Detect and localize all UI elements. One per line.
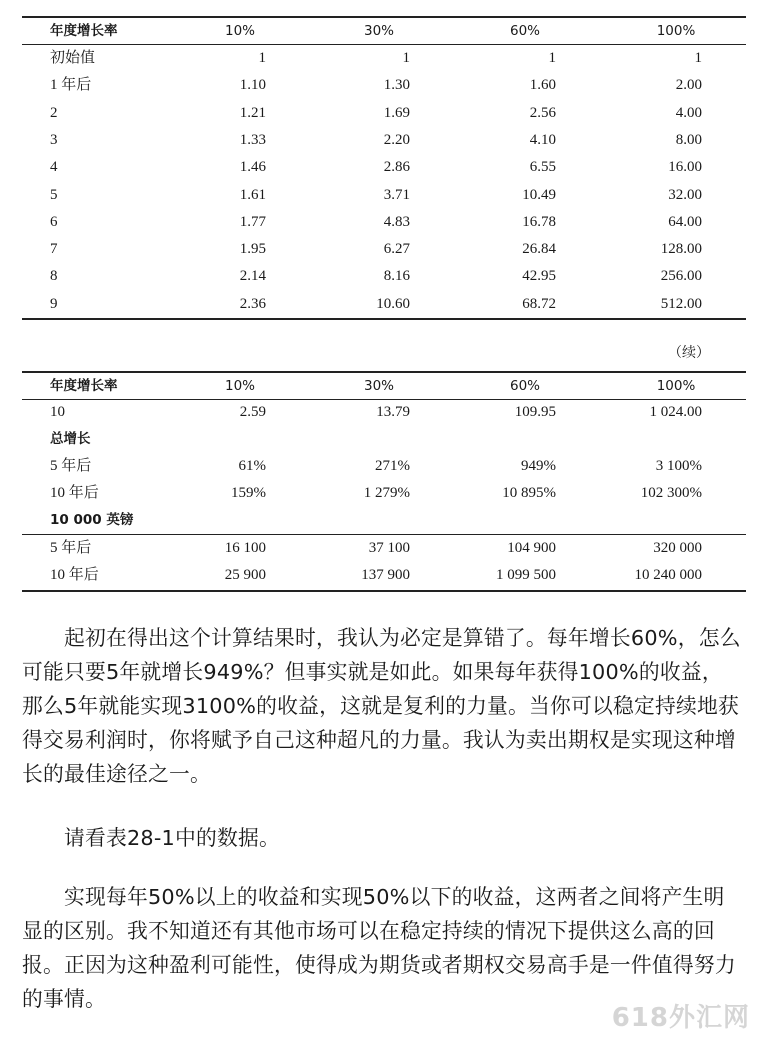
- paragraph-return-difference: 实现每年50%以上的收益和实现50%以下的收益，这两者之间将产生明显的区别。我不知道还有其他市场可以在稳定持续的情况下提供这么高的回报。正因为这种盈利可能性，使得成为期货或者期权交易高手是一件值得努力的事情。: [22, 885, 736, 1011]
- row-6-v1: 1.77: [239, 213, 266, 230]
- row-6-v2: 4.83: [383, 213, 410, 230]
- row-9-v3: 68.72: [522, 295, 556, 312]
- row-4-v1: 1.46: [239, 159, 266, 176]
- row-8-v3: 42.95: [522, 268, 556, 285]
- total-10y-v1: 159%: [231, 485, 266, 501]
- gbp-5y-v3: 104 900: [507, 540, 556, 556]
- row-5-v1: 1.61: [239, 186, 266, 203]
- header-rule: [22, 44, 746, 45]
- top-rule: [22, 16, 746, 18]
- row-6-v4: 64.00: [668, 213, 702, 230]
- row-7-label: 7: [50, 241, 58, 258]
- gbp-5y-v1: 16 100: [224, 540, 266, 556]
- row-3-v1: 1.33: [239, 131, 266, 148]
- row-10-v2: 13.79: [376, 404, 410, 420]
- row-10-label: 10: [50, 404, 65, 420]
- row-9-v1: 2.36: [239, 295, 266, 312]
- row-1-v4: 2.00: [675, 77, 702, 94]
- header-30pct: 30%: [363, 23, 394, 39]
- row-2-label: 2: [50, 104, 58, 121]
- total-10y-label: 10 年后: [50, 485, 99, 501]
- header-100pct: 100%: [656, 23, 696, 39]
- row-4-v3: 6.55: [529, 159, 556, 176]
- total-10y-v2: 1 279%: [363, 485, 410, 501]
- row-9-v4: 512.00: [660, 295, 702, 312]
- header-100pct-2: 100%: [656, 378, 696, 394]
- total-5y-label: 5 年后: [50, 458, 92, 474]
- top-rule-2: [22, 371, 746, 373]
- gbp-10y-label: 10 年后: [50, 567, 99, 583]
- row-7-v2: 6.27: [383, 241, 410, 258]
- watermark-logo: 618外汇网: [611, 1003, 750, 1033]
- row-3-label: 3: [50, 131, 58, 148]
- row-3-v2: 2.20: [383, 131, 410, 148]
- header-60pct: 60%: [509, 23, 540, 39]
- header-60pct-2: 60%: [509, 378, 540, 394]
- section-total-growth: 总增长: [50, 431, 91, 447]
- row-0-v4: 1: [694, 50, 702, 66]
- row-10-v3: 109.95: [514, 404, 556, 420]
- row-0-v1: 1: [258, 50, 266, 66]
- row-10-v1: 2.59: [239, 404, 266, 420]
- row-5-v3: 10.49: [522, 186, 556, 203]
- row-6-v3: 16.78: [522, 213, 556, 230]
- total-10y-v3: 10 895%: [502, 485, 556, 501]
- row-1-v2: 1.30: [383, 77, 410, 94]
- header-10pct-2: 10%: [224, 378, 255, 394]
- section-10000-gbp: 10 000 英镑: [50, 512, 134, 528]
- row-1-v3: 1.60: [529, 77, 556, 94]
- gbp-5y-v4: 320 000: [653, 540, 702, 556]
- gbp-rule: [22, 534, 746, 535]
- header-growth-rate: 年度增长率: [50, 23, 118, 39]
- row-1-v1: 1.10: [239, 77, 266, 94]
- gbp-10y-v1: 25 900: [224, 567, 266, 583]
- paragraph-compound-power: 起初在得出这个计算结果时，我认为必定是算错了。每年增长60%，怎么可能只要5年就增长949%？但事实就是如此。如果每年获得100%的收益，那么5年就能实现3100%的收益，这就是复利的力量。当你可以稳定持续地获得交易利润时，你将赋予自己这种超凡的力量。我认为卖出期权是实现这种增长的最佳途径之一。: [22, 626, 741, 786]
- continued-label: （续）: [668, 345, 710, 361]
- row-3-v3: 4.10: [529, 131, 556, 148]
- row-4-v4: 16.00: [668, 159, 702, 176]
- bottom-rule-2: [22, 590, 746, 592]
- row-8-v4: 256.00: [660, 268, 702, 285]
- header-10pct: 10%: [224, 23, 255, 39]
- row-5-v4: 32.00: [668, 186, 702, 203]
- gbp-10y-v3: 1 099 500: [496, 567, 556, 583]
- bottom-rule: [22, 318, 746, 320]
- row-5-label: 5: [50, 186, 58, 203]
- total-5y-v3: 949%: [521, 458, 556, 474]
- header-rule-2: [22, 399, 746, 400]
- row-0-label: 初始值: [50, 50, 96, 66]
- row-2-v3: 2.56: [529, 104, 556, 121]
- total-5y-v2: 271%: [375, 458, 410, 474]
- row-5-v2: 3.71: [383, 186, 410, 203]
- row-9-v2: 10.60: [376, 295, 410, 312]
- row-4-label: 4: [50, 159, 58, 176]
- row-6-label: 6: [50, 213, 58, 230]
- header-growth-rate-2: 年度增长率: [50, 378, 118, 394]
- row-2-v2: 1.69: [383, 104, 410, 121]
- row-9-label: 9: [50, 295, 58, 312]
- total-5y-v1: 61%: [238, 458, 266, 474]
- total-5y-v4: 3 100%: [655, 458, 702, 474]
- gbp-5y-label: 5 年后: [50, 540, 92, 556]
- gbp-5y-v2: 37 100: [368, 540, 410, 556]
- row-8-label: 8: [50, 268, 58, 285]
- row-0-v3: 1: [548, 50, 556, 66]
- row-10-v4: 1 024.00: [649, 404, 702, 420]
- gbp-10y-v4: 10 240 000: [634, 567, 702, 583]
- row-2-v4: 4.00: [675, 104, 702, 121]
- row-2-v1: 1.21: [239, 104, 266, 121]
- header-30pct-2: 30%: [363, 378, 394, 394]
- row-4-v2: 2.86: [383, 159, 410, 176]
- paragraph-see-table: 请看表28-1中的数据。: [22, 826, 280, 850]
- row-8-v1: 2.14: [239, 268, 266, 285]
- total-10y-v4: 102 300%: [640, 485, 702, 501]
- row-1-label: 1 年后: [50, 77, 92, 94]
- row-0-v2: 1: [402, 50, 410, 66]
- row-7-v3: 26.84: [522, 241, 556, 258]
- row-8-v2: 8.16: [383, 268, 410, 285]
- gbp-10y-v2: 137 900: [361, 567, 410, 583]
- row-3-v4: 8.00: [675, 131, 702, 148]
- row-7-v4: 128.00: [660, 241, 702, 258]
- row-7-v1: 1.95: [239, 241, 266, 258]
